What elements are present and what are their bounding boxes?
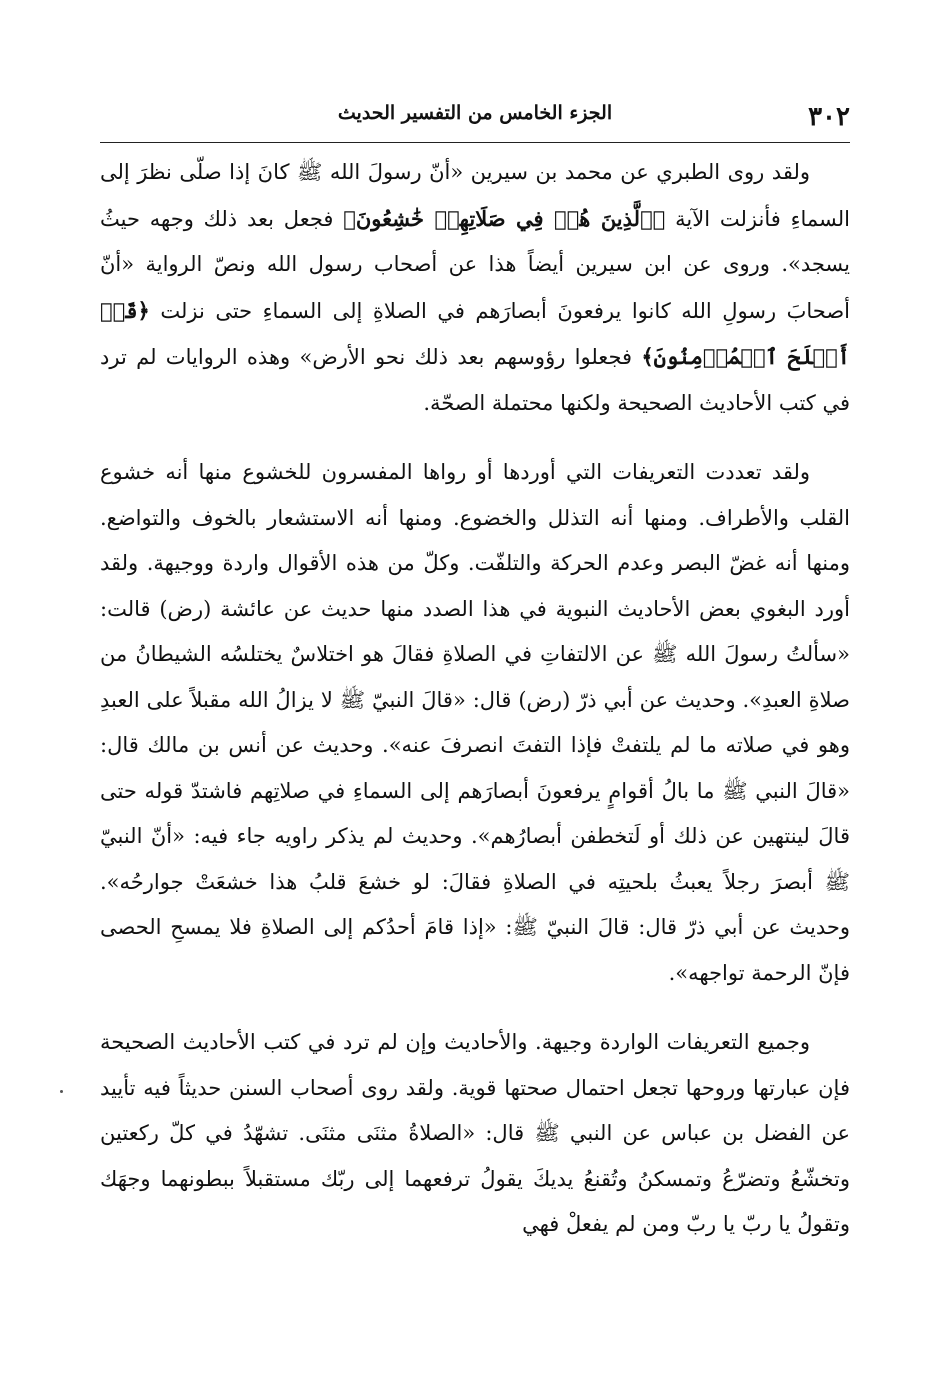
paragraph-3: وجميع التعريفات الواردة وجيهة. والأحاديث وإن لم ترد في كتب الأحاديث الصحيحة فإن عبارتها وروحها تجعل احتمال صحتها قوية. ولقد روى أصحاب السنن حديثاً فيه تأييد عن الفضل بن عباس عن النبي ﷺ قال: «الصلاةُ مثنَى مثنَى. تشهّدُ في كلّ ركعتين وتخشّعُ وتضرّعُ وتمسكنُ وتُقنعُ يديكَ يقولُ ترفعهما إلى ربّك مستقبلاً ببطونهما وجهَك وتقولُ يا ربّ يا ربّ ومن لم يفعلْ فهي bbox=[100, 1030, 850, 1236]
page-header bbox=[100, 92, 850, 132]
quran-verse: ﴿قَدۡ أَفۡلَحَ ٱلۡمُؤۡمِنُونَ﴾ bbox=[100, 297, 850, 369]
body-text bbox=[100, 150, 850, 1248]
running-title: الجزء الخامس من التفسير الحديث bbox=[337, 102, 613, 124]
scan-speck bbox=[60, 1090, 63, 1093]
page-number: ٣٠٢ bbox=[808, 102, 850, 132]
header-rule bbox=[100, 142, 850, 143]
paragraph-2: ولقد تعددت التعريفات التي أوردها أو رواها المفسرون للخشوع منها أنه خشوع القلب والأطراف. ومنها أنه التذلل والخضوع. ومنها أنه الاستشعار بالخوف والتواضع. ومنها أنه غضّ البصر وعدم الحركة والتلفّت. وكلّ من هذه الأقوال واردة ووجيهة. ولقد أورد البغوي بعض الأحاديث النبوية في هذا الصدد منها حديث عن عائشة (رض) قالت: «سألتُ رسولَ الله ﷺ عن الالتفاتِ في الصلاةِ فقالَ هو اختلاسٌ يختلسُه الشيطانُ من صلاةِ العبدِ». وحديث عن أبي ذرّ (رض) قال: «قالَ النبيّ ﷺ لا يزالُ الله مقبلاً على العبدِ وهو في صلاته ما لم يلتفتْ فإذا التفتَ انصرفَ عنه». وحديث عن أنس بن مالك قال: «قالَ النبي ﷺ ما بالُ أقوامٍ يرفعونَ أبصارَهم إلى السماءِ في صلاتِهم فاشتدّ قوله حتى قالَ لينتهين عن ذلك أو لَتخطفن أبصارُهم». وحديث لم يذكر راويه جاء فيه: «أنّ النبيّ ﷺ أبصرَ رجلاً يعبثُ بلحيتِه في الصلاةِ فقالَ: لو خشعَ قلبُ هذا خشعَتْ جوارحُه». وحديث عن أبي ذرّ قال: قالَ النبيّ ﷺ: «إذا قامَ أحدُكم إلى الصلاةِ فلا يمسحِ الحصى فإنّ الرحمة تواجهه». bbox=[100, 460, 850, 985]
paragraph-1 bbox=[100, 150, 850, 426]
quran-verse: ﴿ٱلَّذِينَ هُمۡ فِي صَلَاتِهِمۡ خَٰشِعُونَ﴾ bbox=[343, 205, 666, 231]
text-segment: فجعل بعد ذلك وجهه حيثُ يسجد». وروى عن ابن سيرين أيضاً هذا عن أصحاب رسول الله ونصّ الرواية «أنّ أصحابَ رسولِ الله كانوا يرفعونَ أبصارَهم في الصلاةِ إلى السماءِ حتى نزلت bbox=[100, 206, 850, 323]
text-segment: فجعلوا رؤوسهم بعد ذلك نحو الأرض» وهذه الروايات لم ترد في كتب الأحاديث الصحيحة ولكنها محتملة الصحّة. bbox=[100, 345, 850, 415]
text-segment: ولقد روى الطبري عن محمد بن سيرين «أنّ رسولَ الله ﷺ كانَ إذا صلّى نظرَ إلى السماءِ فأنزلت الآية bbox=[100, 160, 850, 231]
